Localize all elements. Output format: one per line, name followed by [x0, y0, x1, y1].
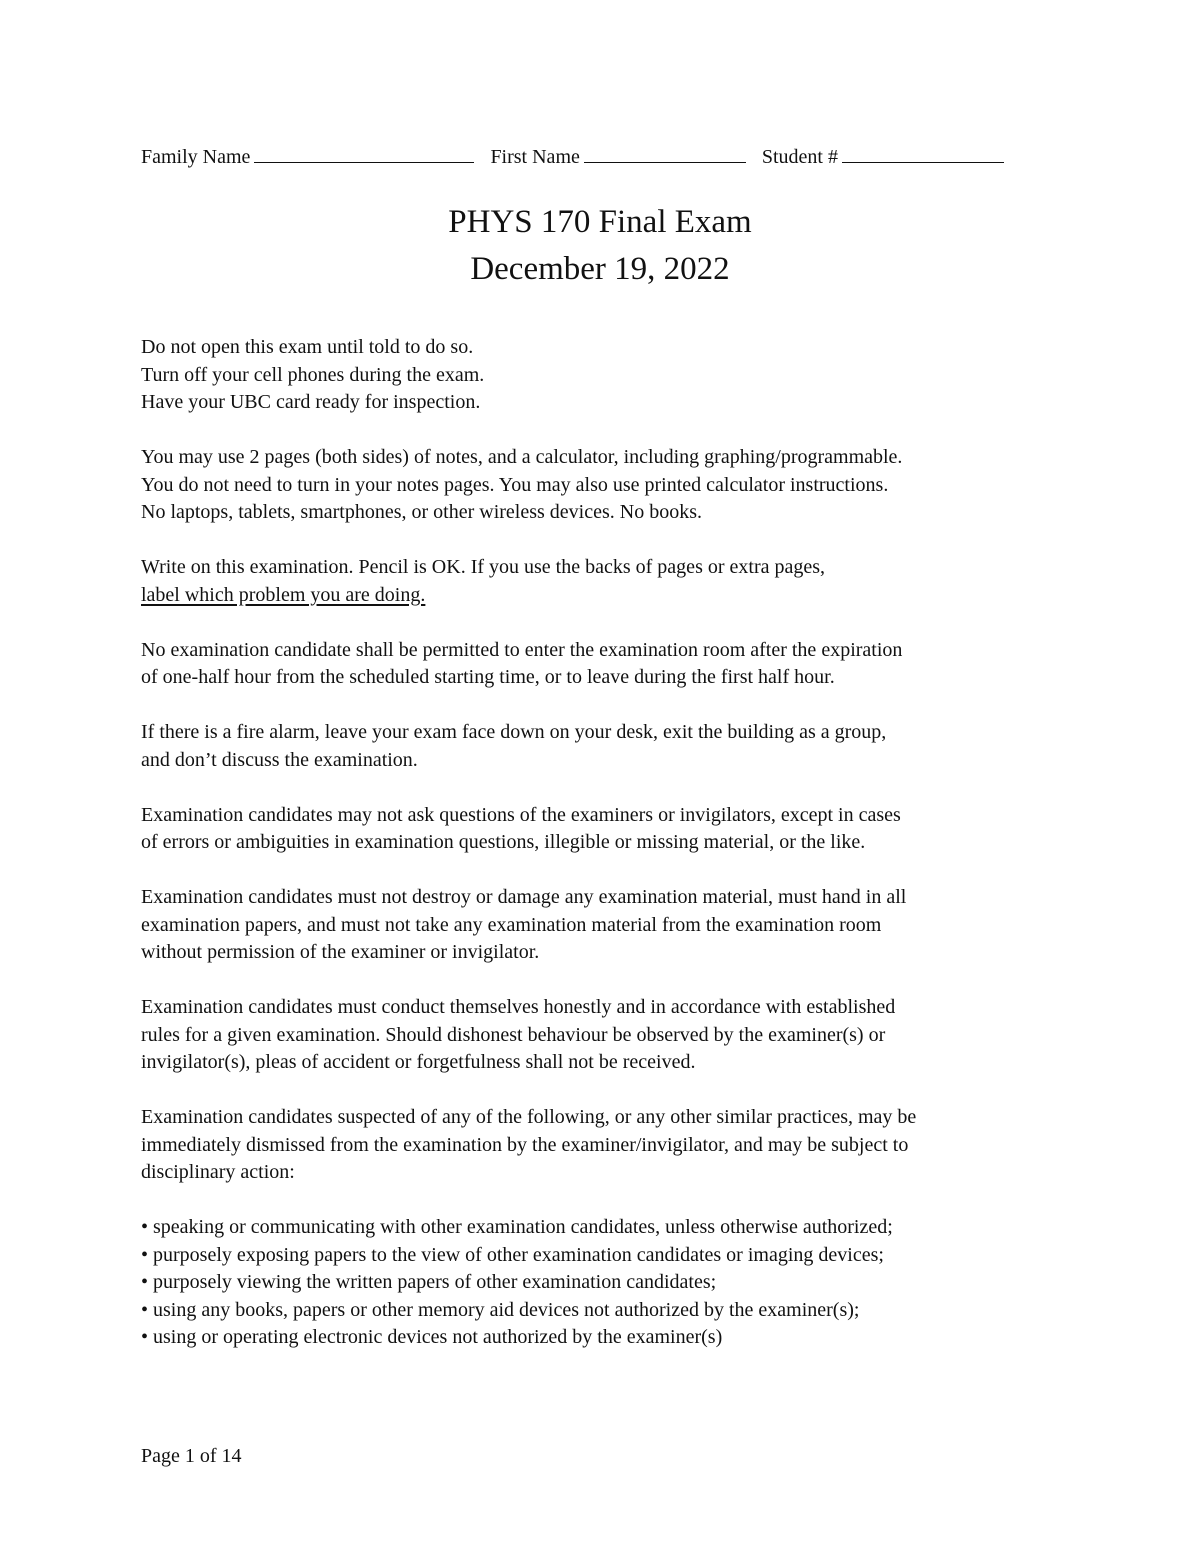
underlined-instruction: label which problem you are doing. [141, 583, 426, 606]
paragraph-fire-alarm [141, 719, 1071, 774]
list-item: • purposely viewing the written papers of other examination candidates; [141, 1271, 717, 1293]
text-line: You may use 2 pages (both sides) of notes, and a calculator, including graphing/programmable. [141, 446, 903, 468]
text-line: No laptops, tablets, smartphones, or other wireless devices. No books. [141, 501, 703, 523]
text-line: examination papers, and must not take any examination material from the examination room [141, 913, 882, 936]
text-line: immediately dismissed from the examination by the examiner/invigilator, and may be subject to [141, 1133, 909, 1156]
first-name-blank[interactable] [584, 142, 746, 163]
text-line: Have your UBC card ready for inspection. [141, 391, 481, 413]
text-line: Examination candidates must not destroy or damage any examination material, must hand in all [141, 886, 907, 908]
exam-date: December 19, 2022 [470, 251, 730, 287]
text-line: Do not open this exam until told to do so. [141, 336, 474, 358]
text-line: You do not need to turn in your notes pages. You may also use printed calculator instructions. [141, 473, 889, 496]
prohibited-practices-list [141, 1214, 1071, 1352]
text-line: disciplinary action: [141, 1161, 295, 1183]
student-number-blank[interactable] [842, 142, 1004, 163]
list-item: • using or operating electronic devices not authorized by the examiner(s) [141, 1326, 723, 1348]
text-line: rules for a given examination. Should dishonest behaviour be observed by the examiner(s) or [141, 1023, 886, 1046]
paragraph-dismissal [141, 1104, 1071, 1187]
paragraph-questions [141, 802, 1071, 857]
text-line: Write on this examination. Pencil is OK. If you use the backs of pages or extra pages, [141, 556, 826, 578]
exam-title: PHYS 170 Final Exam [448, 204, 752, 240]
list-item: • purposely exposing papers to the view of other examination candidates or imaging devices; [141, 1243, 884, 1266]
text-line: If there is a fire alarm, leave your exam face down on your desk, exit the building as a group, [141, 721, 887, 743]
family-name-blank[interactable] [254, 142, 474, 163]
page-number: Page 1 of 14 [141, 1445, 242, 1467]
exam-instructions [141, 334, 1071, 1352]
list-item: • using any books, papers or other memory aid devices not authorized by the examiner(s); [141, 1298, 860, 1321]
paragraph-honesty [141, 994, 1071, 1077]
first-name-label: First Name [490, 146, 580, 168]
paragraph-opening-rules [141, 334, 1071, 417]
student-number-label: Student # [761, 146, 838, 168]
text-line: Examination candidates may not ask questions of the examiners or invigilators, except in cases [141, 803, 901, 826]
text-line: Turn off your cell phones during the exam. [141, 363, 485, 386]
text-line: invigilator(s), pleas of accident or forgetfulness shall not be received. [141, 1051, 696, 1073]
paragraph-materials [141, 884, 1071, 967]
text-line: No examination candidate shall be permitted to enter the examination room after the expiration [141, 638, 903, 661]
text-line: and don’t discuss the examination. [141, 748, 418, 771]
student-info-header [141, 142, 1004, 170]
text-line: Examination candidates suspected of any of the following, or any other similar practices, may be [141, 1106, 917, 1128]
text-line: without permission of the examiner or invigilator. [141, 941, 540, 963]
text-line: of errors or ambiguities in examination questions, illegible or missing material, or the like. [141, 831, 866, 853]
family-name-label: Family Name [141, 146, 251, 168]
paragraph-entry-rules [141, 637, 1071, 692]
text-line: of one-half hour from the scheduled starting time, or to leave during the first half hour. [141, 666, 835, 688]
text-line: Examination candidates must conduct themselves honestly and in accordance with established [141, 996, 896, 1018]
paragraph-writing-instructions [141, 554, 1071, 609]
paragraph-allowed-materials [141, 444, 1071, 527]
list-item: • speaking or communicating with other examination candidates, unless otherwise authorized; [141, 1216, 893, 1238]
